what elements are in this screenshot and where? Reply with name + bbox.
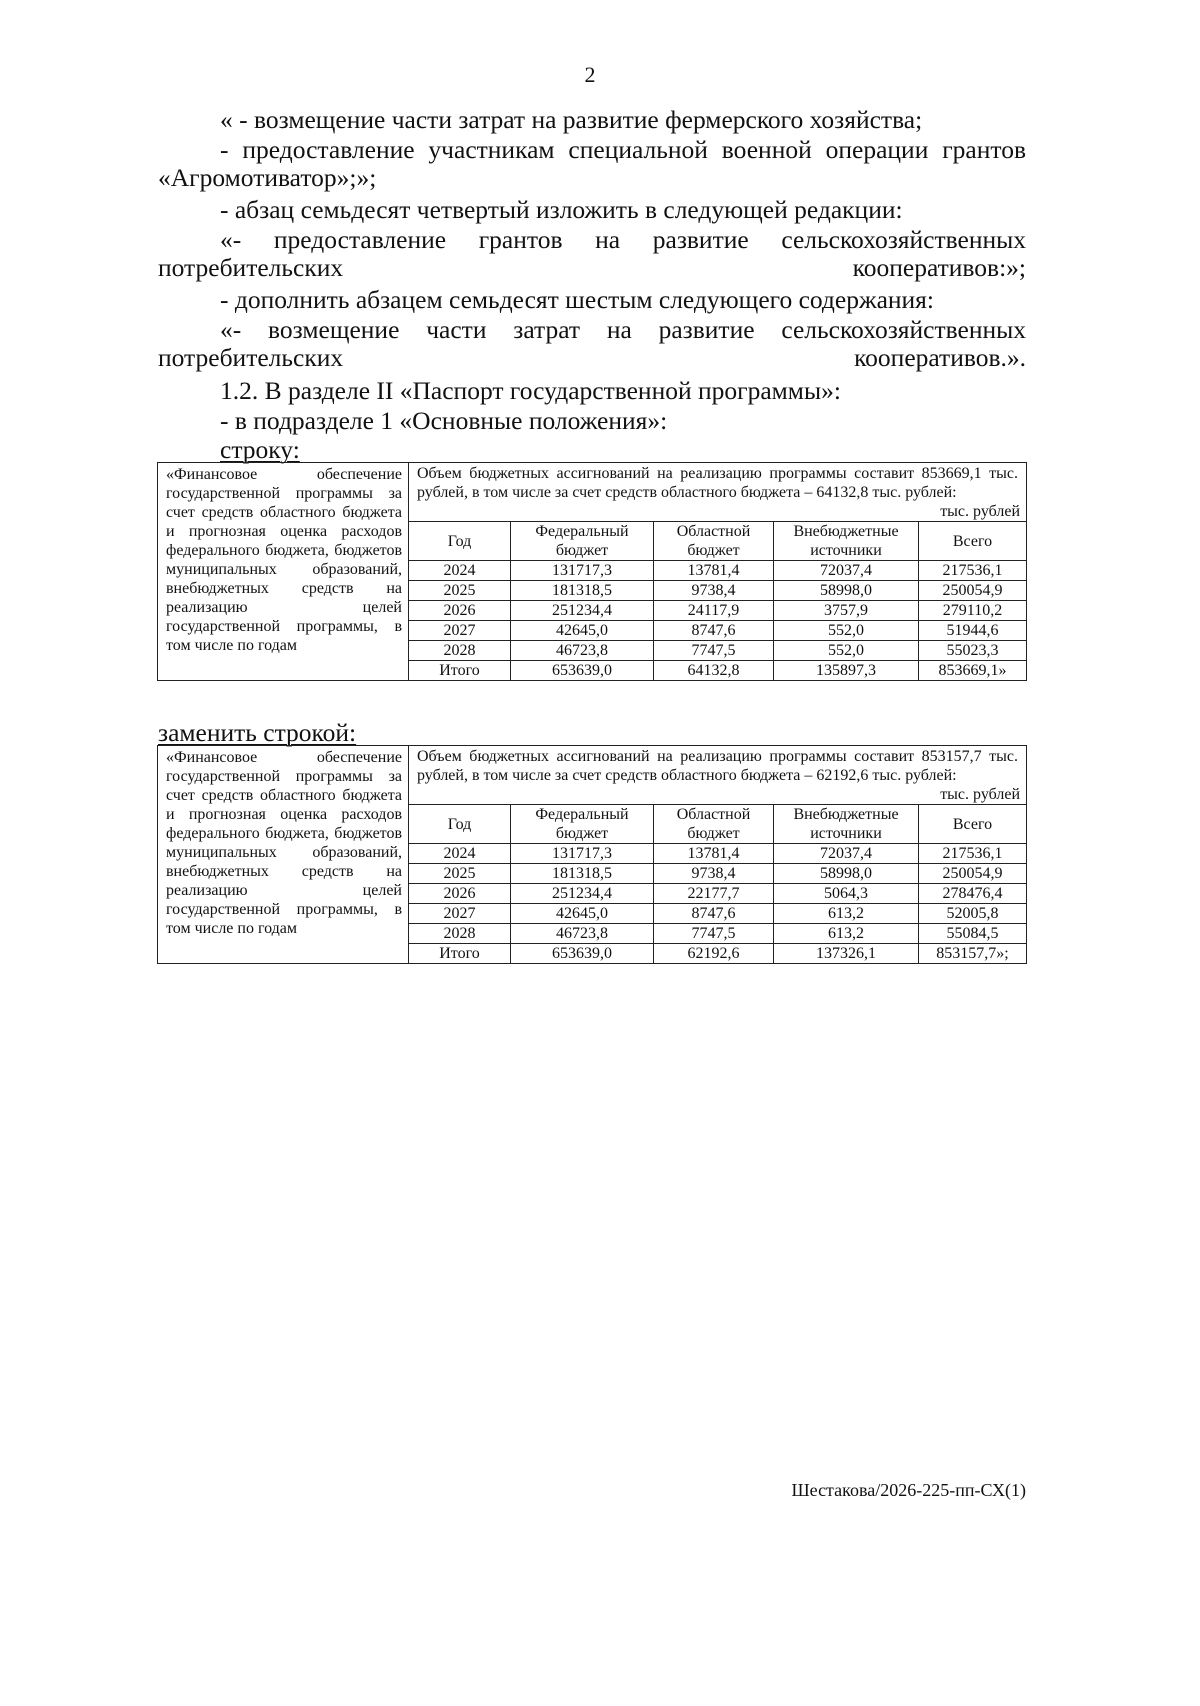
cell: 2027 [409,621,511,641]
finance-table-new-intro: Объем бюджетных ассигнований на реализацию программы составит 853157,7 тыс. рублей, в том числе за счет средств областного бюджета – 62192,6 тыс. рублей: [417,748,1018,784]
cell: 13781,4 [654,561,774,581]
table-row-total [409,661,1026,681]
table-row [409,924,1026,944]
cell: 135897,3 [774,661,919,681]
cell: 58998,0 [774,581,919,601]
paragraph-8: - в подразделе 1 «Основные положения»: [220,406,668,435]
cell: 217536,1 [919,561,1027,581]
table-header-row [409,522,1026,561]
finance-table-new-grid [409,804,1026,963]
cell: 613,2 [774,904,919,924]
cell: 131717,3 [511,844,654,864]
cell: 251234,4 [511,601,654,621]
cell: 181318,5 [511,864,654,884]
cell: 552,0 [774,621,919,641]
cell: 181318,5 [511,581,654,601]
cell: 7747,5 [654,641,774,661]
cell: 64132,8 [654,661,774,681]
cell: 58998,0 [774,864,919,884]
table-row [409,581,1026,601]
cell: 42645,0 [511,621,654,641]
finance-table-old-unit: тыс. рублей [940,503,1020,520]
finance-table-old-right [409,463,1027,681]
cell: 2024 [409,844,511,864]
cell: 24117,9 [654,601,774,621]
header-total: Всего [919,522,1027,561]
header-regional: Областной бюджет [654,522,774,561]
cell: Итого [409,661,511,681]
header-federal: Федеральный бюджет [511,522,654,561]
paragraph-4-text: «- предоставление грантов на развитие сельскохозяйственных потребительских кооперативов:»; [158,225,1026,282]
caption-new: заменить строкой: [158,718,357,747]
header-federal: Федеральный бюджет [511,805,654,844]
finance-table-old-left: «Финансовое обеспечение государственной программы за счет средств областного бюджета и прогнозная оценка расходов федерального бюджета, бюджетов муниципальных образований, внебюджетных средств на реализацию целей государственной программы, в том числе по годам [158,463,409,681]
cell: 278476,4 [919,884,1027,904]
cell: 137326,1 [774,944,919,964]
page-number: 2 [584,62,596,87]
cell: 2026 [409,601,511,621]
cell: 13781,4 [654,844,774,864]
paragraph-6 [158,316,1026,372]
cell: 279110,2 [919,601,1027,621]
document-footer-code: Шестакова/2026-225-пп-СХ(1) [791,1480,1026,1500]
table-row [409,641,1026,661]
header-year: Год [409,522,511,561]
paragraph-6-text: «- возмещение части затрат на развитие сельскохозяйственных потребительских кооперативов.». [158,315,1026,372]
cell: 55084,5 [919,924,1027,944]
table-row-total [409,944,1026,964]
cell: 217536,1 [919,844,1027,864]
cell: 9738,4 [654,581,774,601]
header-total: Всего [919,805,1027,844]
cell: 72037,4 [774,561,919,581]
table-header-row [409,805,1026,844]
table-row [409,904,1026,924]
cell: 250054,9 [919,581,1027,601]
table-row [409,621,1026,641]
cell: 52005,8 [919,904,1027,924]
table-row [409,561,1026,581]
paragraph-1: « - возмещение части затрат на развитие фермерского хозяйства; [220,105,923,134]
paragraph-2 [158,136,1026,192]
table-row [409,884,1026,904]
caption-old: строку: [220,435,300,464]
cell: 853669,1» [919,661,1027,681]
cell: 55023,3 [919,641,1027,661]
cell: 51944,6 [919,621,1027,641]
cell: 250054,9 [919,864,1027,884]
paragraph-5: - дополнить абзацем семьдесят шестым следующего содержания: [220,285,934,314]
table-row [409,601,1026,621]
cell: 42645,0 [511,904,654,924]
table-row [409,864,1026,884]
cell: 9738,4 [654,864,774,884]
finance-table-old-intro: Объем бюджетных ассигнований на реализацию программы составит 853669,1 тыс. рублей, в том числе за счет средств областного бюджета – 64132,8 тыс. рублей: [417,465,1018,501]
cell: 2027 [409,904,511,924]
cell: 653639,0 [511,944,654,964]
cell: 2025 [409,581,511,601]
cell: 131717,3 [511,561,654,581]
header-extrabudget: Внебюджетные источники [774,805,919,844]
cell: 46723,8 [511,641,654,661]
cell: 2025 [409,864,511,884]
cell: Итого [409,944,511,964]
cell: 72037,4 [774,844,919,864]
cell: 8747,6 [654,621,774,641]
cell: 853157,7»; [919,944,1027,964]
cell: 62192,6 [654,944,774,964]
cell: 2026 [409,884,511,904]
paragraph-3: - абзац семьдесят четвертый изложить в следующей редакции: [220,195,903,224]
header-extrabudget: Внебюджетные источники [774,522,919,561]
finance-table-new-right [409,746,1027,964]
cell: 46723,8 [511,924,654,944]
paragraph-7: 1.2. В разделе II «Паспорт государственной программы»: [220,376,841,405]
header-regional: Областной бюджет [654,805,774,844]
cell: 2024 [409,561,511,581]
paragraph-2-text: - предоставление участникам специальной военной операции грантов «Агромотиватор»;»; [158,135,1026,192]
cell: 7747,5 [654,924,774,944]
finance-table-new [157,745,1027,964]
finance-table-new-left: «Финансовое обеспечение государственной программы за счет средств областного бюджета и прогнозная оценка расходов федерального бюджета, бюджетов муниципальных образований, внебюджетных средств на реализацию целей государственной программы, в том числе по годам [158,746,409,964]
finance-table-old-grid [409,521,1026,680]
paragraph-4 [158,226,1026,282]
cell: 3757,9 [774,601,919,621]
cell: 8747,6 [654,904,774,924]
cell: 552,0 [774,641,919,661]
cell: 613,2 [774,924,919,944]
cell: 653639,0 [511,661,654,681]
table-row [409,844,1026,864]
finance-table-new-unit: тыс. рублей [940,786,1020,803]
cell: 2028 [409,924,511,944]
finance-table-old [157,462,1027,681]
cell: 22177,7 [654,884,774,904]
cell: 5064,3 [774,884,919,904]
header-year: Год [409,805,511,844]
cell: 251234,4 [511,884,654,904]
cell: 2028 [409,641,511,661]
